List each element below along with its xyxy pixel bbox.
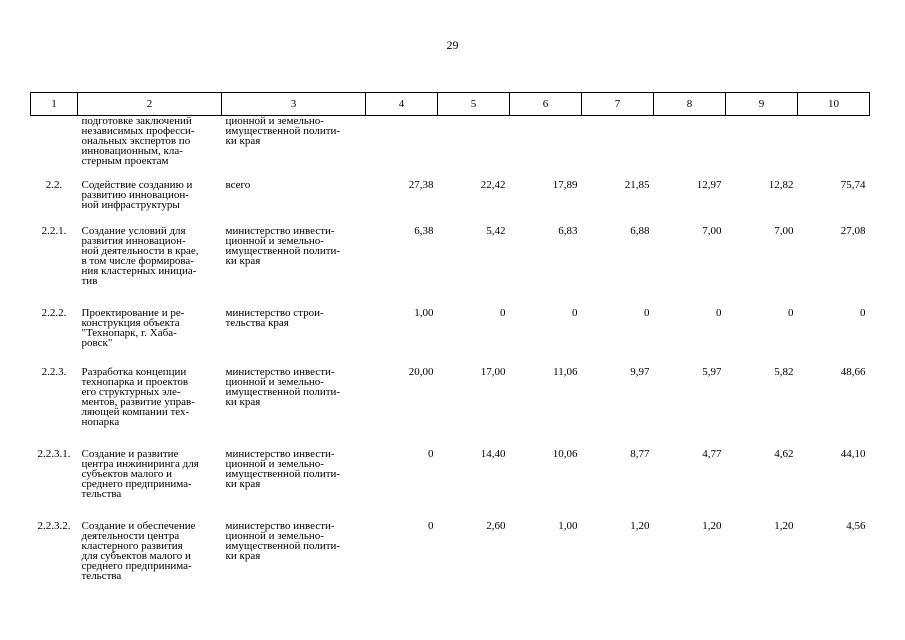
value-cell: 1,20 — [702, 519, 722, 532]
activity-name: подготовке заключений независимых професси- ональных экспертов по инновационным, кла- стерным проектам — [81, 115, 195, 167]
value-cell: 0 — [644, 306, 650, 319]
column-header: 1 — [31, 93, 78, 116]
column-header: 2 — [78, 93, 222, 116]
value-cell — [582, 116, 654, 180]
value-cell: 1,00 — [558, 519, 578, 532]
value-cell: 0 — [716, 306, 722, 319]
column-header: 9 — [726, 93, 798, 116]
executor: министерство инвести- ционной и земельно- имущественной полити- ки края — [225, 224, 341, 267]
value-cell: 6,38 — [414, 224, 434, 237]
value-cell: 27,38 — [408, 178, 434, 191]
table-row — [31, 308, 870, 367]
value-cell: 1,00 — [414, 306, 434, 319]
row-number: 2.2.2. — [41, 306, 67, 319]
value-cell: 4,56 — [846, 519, 866, 532]
table-row — [31, 116, 870, 180]
value-cell: 2,60 — [486, 519, 506, 532]
table-row — [31, 367, 870, 449]
value-cell: 17,00 — [480, 365, 506, 378]
activity-name: Содействие созданию и развитию инновацион- ной инфраструктуры — [81, 178, 193, 211]
value-cell: 9,97 — [630, 365, 650, 378]
page-number: 29 — [446, 38, 459, 52]
value-cell: 44,10 — [840, 447, 866, 460]
value-cell: 12,82 — [768, 178, 794, 191]
table-header-row — [31, 93, 870, 116]
value-cell — [654, 116, 726, 180]
value-cell: 4,77 — [702, 447, 722, 460]
value-cell — [510, 116, 582, 180]
value-cell: 75,74 — [840, 178, 866, 191]
value-cell: 5,97 — [702, 365, 722, 378]
row-number: 2.2. — [45, 178, 63, 191]
value-cell: 21,85 — [624, 178, 650, 191]
value-cell: 14,40 — [480, 447, 506, 460]
value-cell — [798, 116, 870, 180]
table-row — [31, 449, 870, 521]
value-cell: 5,82 — [774, 365, 794, 378]
column-header: 5 — [438, 93, 510, 116]
column-header: 6 — [510, 93, 582, 116]
value-cell: 20,00 — [408, 365, 434, 378]
row-number: 2.2.3.1. — [37, 447, 71, 460]
value-cell: 8,77 — [630, 447, 650, 460]
activity-name: Проектирование и ре- конструкция объекта "Технопарк, г. Хаба- ровск" — [81, 306, 185, 349]
column-header: 8 — [654, 93, 726, 116]
value-cell: 10,06 — [552, 447, 578, 460]
value-cell: 1,20 — [774, 519, 794, 532]
value-cell — [438, 116, 510, 180]
column-header: 10 — [798, 93, 870, 116]
activity-name: Разработка концепции технопарка и проектов его структурных эле- ментов, развитие управ- ляющей компании тех- нопарка — [81, 365, 195, 428]
value-cell: 1,20 — [630, 519, 650, 532]
row-number: 2.2.1. — [41, 224, 67, 237]
value-cell — [726, 116, 798, 180]
executor: министерство инвести- ционной и земельно- имущественной полити- ки края — [225, 365, 341, 408]
executor: министерство строи- тельства края — [225, 306, 324, 329]
activity-name: Создание условий для развития инновацион- ной деятельности в крае, в том числе формирова- ния кластерных инициа- тив — [81, 224, 199, 287]
value-cell: 0 — [428, 519, 434, 532]
value-cell: 7,00 — [702, 224, 722, 237]
program-budget-table — [30, 92, 870, 587]
column-header: 7 — [582, 93, 654, 116]
activity-name: Создание и обеспечение деятельности центра кластерного развития для субъектов малого и среднего предпринима- тельства — [81, 519, 196, 582]
value-cell: 12,97 — [696, 178, 722, 191]
value-cell: 5,42 — [486, 224, 506, 237]
row-number: 2.2.3.2. — [37, 519, 71, 532]
value-cell: 22,42 — [480, 178, 506, 191]
value-cell: 17,89 — [552, 178, 578, 191]
value-cell: 11,06 — [553, 365, 578, 378]
value-cell: 4,62 — [774, 447, 794, 460]
value-cell: 27,08 — [840, 224, 866, 237]
column-header: 4 — [366, 93, 438, 116]
column-header: 3 — [222, 93, 366, 116]
executor: министерство инвести- ционной и земельно- имущественной полити- ки края — [225, 519, 341, 562]
value-cell — [366, 116, 438, 180]
value-cell: 0 — [860, 306, 866, 319]
value-cell: 7,00 — [774, 224, 794, 237]
value-cell: 0 — [500, 306, 506, 319]
table-row — [31, 521, 870, 587]
value-cell: 0 — [572, 306, 578, 319]
value-cell: 6,83 — [558, 224, 578, 237]
value-cell: 0 — [788, 306, 794, 319]
executor: ционной и земельно- имущественной полити- ки края — [225, 115, 341, 147]
table-row — [31, 180, 870, 226]
executor: министерство инвести- ционной и земельно- имущественной полити- ки края — [225, 447, 341, 490]
activity-name: Создание и развитие центра инжиниринга для субъектов малого и среднего предпринима- тельства — [81, 447, 199, 500]
value-cell: 48,66 — [840, 365, 866, 378]
row-number — [31, 116, 78, 180]
row-number: 2.2.3. — [41, 365, 67, 378]
table-row — [31, 226, 870, 308]
value-cell: 0 — [428, 447, 434, 460]
executor: всего — [225, 178, 251, 191]
value-cell: 6,88 — [630, 224, 650, 237]
